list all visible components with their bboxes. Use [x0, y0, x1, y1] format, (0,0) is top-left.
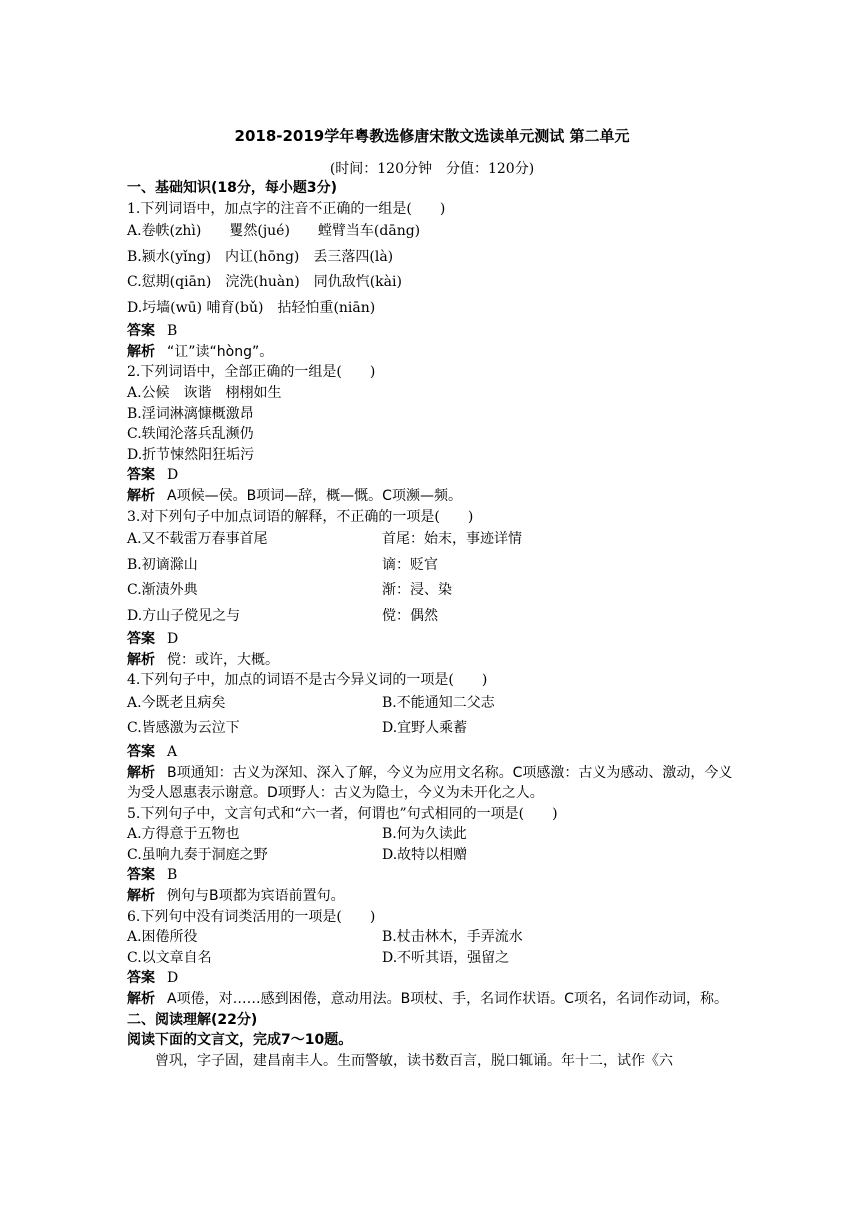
- question-3-option-c: C.渐渍外典 渐：浸、染: [127, 582, 452, 599]
- question-1-option-a: A.卷帙(zhì) 矍然(jué) 螳臂当车(dāng): [127, 223, 421, 240]
- question-6-stem: 6.下列句中没有词类活用的一项是( ): [127, 908, 376, 925]
- time-info: (时间：120分钟 分值：120分): [329, 161, 535, 177]
- question-3-option-a: A.又不载雷万春事首尾 首尾：始末，事迹详情: [127, 531, 522, 548]
- question-4-explanation: 解析 B项通知：古义为深知、深入了解，今义为应用文名称。C项感激：古义为感动、激动，今义为受人恩惠表示谢意。D项野人：古义为隐士，今义为未开化之人。: [127, 764, 733, 802]
- question-2-explanation: 解析 A项候—侯。B项词—辞，概—慨。C项濒—频。: [127, 487, 462, 504]
- question-2-option-a: A.公候 诙谐 栩栩如生: [127, 384, 282, 401]
- reading-intro: 阅读下面的文言文，完成7～10题。: [127, 1032, 353, 1049]
- question-4-options-row-2: C.皆感激为云泣下 D.宜野人乘蓄: [127, 720, 468, 737]
- question-3-explanation: 解析 傥：或许，大概。: [127, 651, 279, 668]
- question-3-option-b: B.初谪滁山 谪：贬官: [127, 556, 438, 573]
- section-heading-reading: 二、阅读理解(22分): [127, 1011, 258, 1028]
- question-6-answer: 答案 D: [127, 970, 179, 987]
- question-4-stem: 4.下列句子中，加点的词语不是古今异义词的一项是( ): [127, 672, 488, 689]
- question-1-option-d: D.圬墙(wū) 哺育(bǔ) 拈轻怕重(niān): [127, 299, 376, 316]
- question-1-answer: 答案 B: [127, 323, 178, 340]
- question-5-answer: 答案 B: [127, 867, 178, 884]
- question-1-option-b: B.颍水(yǐng) 内讧(hōng) 丢三落四(là): [127, 248, 394, 265]
- document-title: 2018-2019学年粤教选修唐宋散文选读单元测试 第二单元: [234, 127, 630, 145]
- question-6-explanation: 解析 A项倦，对……感到困倦，意动用法。B项杖、手，名词作状语。C项名，名词作动词，称。: [127, 991, 728, 1008]
- document-page: [127, 118, 737, 1071]
- question-2-option-c: C.轶闻沦落兵乱濒仍: [127, 426, 254, 443]
- question-5-explanation: 解析 例句与B项都为宾语前置句。: [127, 888, 345, 905]
- question-2-option-b: B.淫词淋漓慷概激昂: [127, 405, 254, 422]
- question-4-answer: 答案 A: [127, 743, 178, 760]
- question-6-options-row-1: A.困倦所役 B.杖击林木，手弄流水: [127, 929, 523, 946]
- question-1-explanation: 解析 “讧”读“hòng”。: [127, 343, 274, 360]
- question-5-options-row-1: A.方得意于五物也 B.何为久读此: [127, 826, 467, 843]
- question-1-option-c: C.愆期(qiān) 浣洗(huàn) 同仇敌忾(kài): [127, 274, 402, 291]
- question-5-options-row-2: C.虽响九奏于洞庭之野 D.故特以相赠: [127, 846, 468, 863]
- question-1-stem: 1.下列词语中，加点字的注音不正确的一组是( ): [127, 200, 446, 217]
- question-3-stem: 3.对下列句子中加点词语的解释，不正确的一项是( ): [127, 508, 474, 525]
- reading-passage: 曾巩，字子固，建昌南丰人。生而警敏，读书数百言，脱口辄诵。年十二，试作《六: [155, 1052, 673, 1069]
- question-2-answer: 答案 D: [127, 467, 179, 484]
- question-6-options-row-2: C.以文章自名 D.不听其语，强留之: [127, 949, 510, 966]
- question-2-stem: 2.下列词语中，全部正确的一组是( ): [127, 364, 376, 381]
- section-heading-basic: 一、基础知识(18分，每小题3分): [127, 180, 338, 196]
- question-3-option-d: D.方山子傥见之与 傥：偶然: [127, 607, 438, 624]
- question-5-stem: 5.下列句子中，文言句式和“六一者，何谓也”句式相同的一项是( ): [127, 805, 558, 822]
- question-3-answer: 答案 D: [127, 631, 179, 648]
- question-4-options-row-1: A.今既老且病矣 B.不能通知二父志: [127, 694, 495, 711]
- question-2-option-d: D.折节悚然阳狂垢污: [127, 446, 255, 463]
